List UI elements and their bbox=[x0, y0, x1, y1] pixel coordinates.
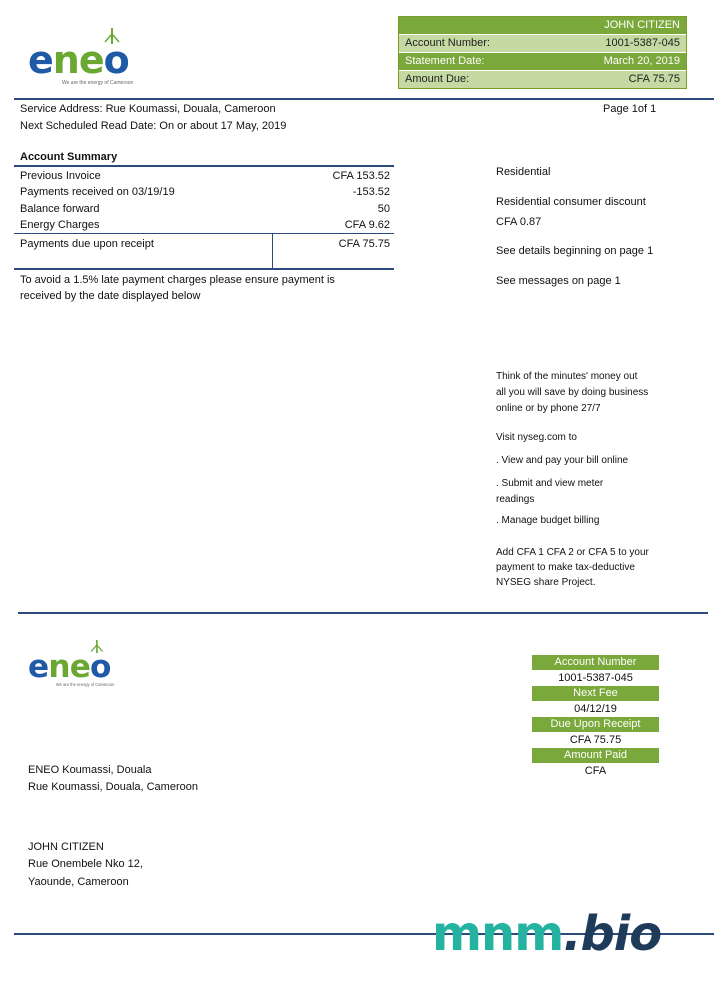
watermark-part2: .bio bbox=[563, 906, 662, 962]
service-type: Residential bbox=[496, 166, 551, 178]
header-account-row bbox=[399, 34, 686, 52]
amount-due-label: Amount Due: bbox=[399, 71, 541, 88]
company-address-line: ENEO Koumassi, Douala bbox=[28, 764, 152, 776]
remit-value: 1001-5387-045 bbox=[558, 672, 633, 684]
statement-date-label: Statement Date: bbox=[399, 53, 541, 70]
customer-address-line: Rue Onembele Nko 12, bbox=[28, 858, 143, 870]
promo-add: payment to make tax-deductive bbox=[496, 562, 635, 573]
header-customer-row bbox=[399, 17, 686, 34]
header-divider bbox=[14, 98, 714, 100]
account-summary-title: Account Summary bbox=[20, 151, 118, 163]
remit-value: 04/12/19 bbox=[574, 703, 617, 715]
summary-label: Previous Invoice bbox=[20, 170, 101, 182]
summary-value: CFA 153.52 bbox=[332, 170, 390, 182]
summary-bottom-rule bbox=[14, 268, 394, 270]
statement-date-value: March 20, 2019 bbox=[541, 53, 686, 70]
remit-label: Account Number bbox=[532, 655, 659, 670]
promo-bullet-cont: readings bbox=[496, 494, 535, 505]
total-divider bbox=[272, 234, 273, 268]
amount-due-value: CFA 75.75 bbox=[541, 71, 686, 88]
logo-wordmark: eneo bbox=[28, 38, 129, 82]
logo-tagline: We are the energy of Cameroon bbox=[62, 80, 134, 86]
promo-bullet: . Manage budget billing bbox=[496, 515, 600, 526]
summary-mid-rule bbox=[14, 233, 394, 234]
messages-note: See messages on page 1 bbox=[496, 275, 621, 287]
logo-tagline: We are the energy of Cameroon bbox=[55, 682, 115, 688]
summary-label: Balance forward bbox=[20, 203, 100, 215]
promo-add: NYSEG share Project. bbox=[496, 577, 596, 588]
promo-add: Add CFA 1 CFA 2 or CFA 5 to your bbox=[496, 547, 649, 558]
total-label: Payments due upon receipt bbox=[20, 238, 154, 250]
page-number: Page 1of 1 bbox=[603, 103, 657, 115]
remit-label: Next Fee bbox=[532, 686, 659, 701]
summary-value: 50 bbox=[377, 203, 390, 215]
promo-bullet: . Submit and view meter bbox=[496, 478, 604, 489]
promo-line: online or by phone 27/7 bbox=[496, 403, 601, 414]
remit-label: Due Upon Receipt bbox=[532, 717, 659, 732]
customer-address-line: Yaounde, Cameroon bbox=[28, 876, 129, 888]
account-number-value: 1001-5387-045 bbox=[541, 35, 686, 52]
promo-line: Think of the minutes' money out bbox=[496, 371, 638, 382]
remittance-divider bbox=[18, 612, 708, 614]
late-note-line2: received by the date displayed below bbox=[20, 290, 201, 302]
remit-value: CFA 75.75 bbox=[569, 734, 622, 746]
discount-label: Residential consumer discount bbox=[496, 196, 646, 208]
remit-label: Amount Paid bbox=[532, 748, 659, 763]
summary-value: -153.52 bbox=[352, 186, 390, 198]
remit-value: CFA bbox=[584, 765, 607, 777]
summary-label: Energy Charges bbox=[20, 219, 100, 231]
promo-line: all you will save by doing business bbox=[496, 387, 649, 398]
eneo-logo-small bbox=[28, 640, 143, 689]
company-address-line: Rue Koumassi, Douala, Cameroon bbox=[28, 781, 198, 793]
summary-top-rule bbox=[14, 165, 394, 167]
discount-value: CFA 0.87 bbox=[496, 216, 542, 228]
header-statement-row bbox=[399, 52, 686, 70]
customer-name: JOHN CITIZEN bbox=[604, 19, 680, 31]
eneo-logo bbox=[28, 28, 168, 88]
watermark-part1: mnm bbox=[432, 906, 564, 962]
logo-wordmark: eneo bbox=[28, 648, 111, 685]
summary-value: CFA 9.62 bbox=[344, 219, 390, 231]
next-read-date: Next Scheduled Read Date: On or about 17 May, 2019 bbox=[20, 120, 287, 132]
total-value: CFA 75.75 bbox=[338, 238, 390, 250]
summary-label: Payments received on 03/19/19 bbox=[20, 186, 175, 198]
remittance-box bbox=[532, 655, 659, 779]
account-header-box bbox=[398, 16, 687, 89]
account-number-label: Account Number: bbox=[399, 35, 541, 52]
details-note: See details beginning on page 1 bbox=[496, 245, 654, 257]
header-amount-row bbox=[399, 70, 686, 88]
service-address: Service Address: Rue Koumassi, Douala, Cameroon bbox=[20, 103, 276, 115]
late-note-line1: To avoid a 1.5% late payment charges please ensure payment is bbox=[20, 274, 335, 286]
promo-bullet: . View and pay your bill online bbox=[496, 455, 629, 466]
customer-name-bottom: JOHN CITIZEN bbox=[28, 841, 104, 853]
promo-visit: Visit nyseg.com to bbox=[496, 432, 577, 443]
watermark-logo bbox=[432, 906, 661, 962]
